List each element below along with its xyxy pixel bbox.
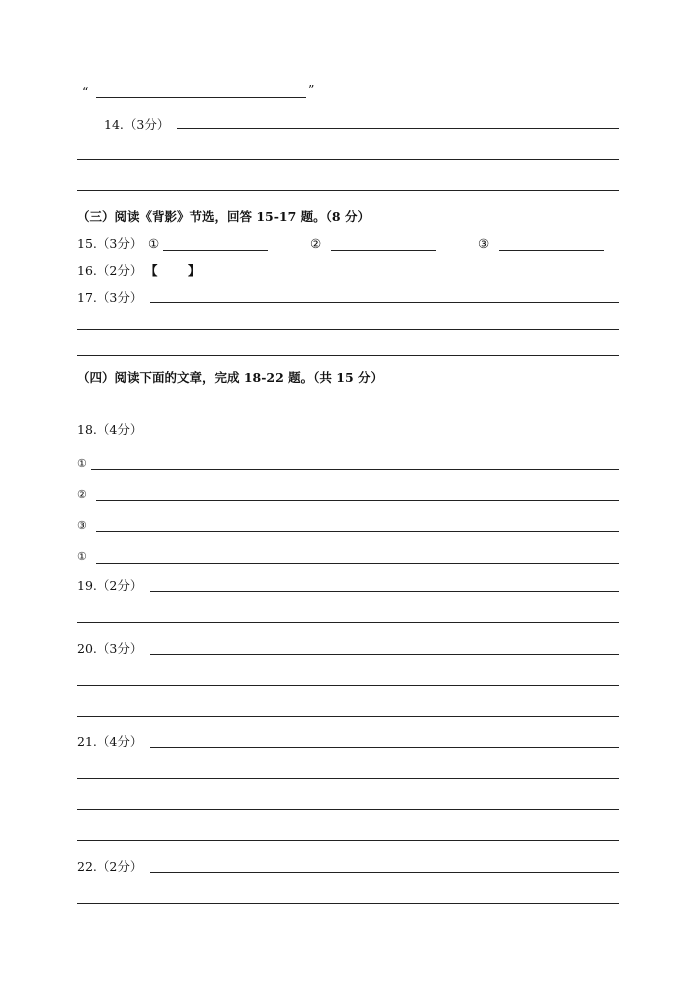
q15-mark-1: ① — [148, 236, 160, 251]
q20-answer-line-1[interactable] — [150, 654, 619, 655]
q15-mark-2: ② — [310, 236, 322, 251]
q15-label: 15.（3分） — [77, 236, 143, 251]
q20-answer-line-2[interactable] — [77, 685, 619, 686]
q19-answer-line-2[interactable] — [77, 622, 619, 623]
q22-answer-line-2[interactable] — [77, 903, 619, 904]
q18-answer-line-2[interactable] — [96, 500, 619, 501]
q21-answer-line-1[interactable] — [150, 747, 619, 748]
q17-answer-line-1[interactable] — [150, 302, 619, 303]
q18-answer-line-1[interactable] — [91, 469, 619, 470]
q15-blank-1[interactable] — [163, 250, 268, 251]
q18-mark-4: ① — [77, 550, 87, 563]
q21-answer-line-2[interactable] — [77, 778, 619, 779]
q19-answer-line-1[interactable] — [150, 591, 619, 592]
q15-blank-2[interactable] — [331, 250, 436, 251]
section3-heading: （三）阅读《背影》节选，回答 15-17 题。（8 分） — [77, 209, 370, 224]
q18-label: 18.（4分） — [77, 422, 143, 437]
q14-answer-line-3[interactable] — [77, 190, 619, 191]
q18-mark-1: ① — [77, 457, 87, 470]
q22-label: 22.（2分） — [77, 859, 143, 874]
q18-mark-3: ③ — [77, 519, 87, 532]
q18-answer-line-3[interactable] — [96, 531, 619, 532]
q21-answer-line-3[interactable] — [77, 809, 619, 810]
quote-answer-line[interactable] — [96, 97, 306, 98]
section4-heading: （四）阅读下面的文章，完成 18-22 题。（共 15 分） — [77, 370, 384, 385]
q21-label: 21.（4分） — [77, 734, 143, 749]
q16-bracket-close: 】 — [188, 263, 201, 278]
q21-answer-line-4[interactable] — [77, 840, 619, 841]
open-quote: “ — [82, 84, 89, 99]
q14-answer-line-1[interactable] — [177, 128, 619, 129]
q19-label: 19.（2分） — [77, 578, 143, 593]
close-quote: ” — [308, 82, 315, 97]
q20-label: 20.（3分） — [77, 641, 143, 656]
q18-answer-line-4[interactable] — [96, 563, 619, 564]
q15-mark-3: ③ — [478, 236, 490, 251]
q17-answer-line-3[interactable] — [77, 355, 619, 356]
q16-answer-box[interactable] — [160, 262, 190, 278]
q17-label: 17.（3分） — [77, 290, 143, 305]
q22-answer-line-1[interactable] — [150, 872, 619, 873]
q16-label: 16.（2分） — [77, 263, 143, 278]
q14-label: 14.（3分） — [104, 117, 170, 132]
q16-bracket-open: 【 — [145, 263, 158, 278]
q18-mark-2: ② — [77, 488, 87, 501]
q17-answer-line-2[interactable] — [77, 329, 619, 330]
q20-answer-line-3[interactable] — [77, 716, 619, 717]
q15-blank-3[interactable] — [499, 250, 604, 251]
q14-answer-line-2[interactable] — [77, 159, 619, 160]
